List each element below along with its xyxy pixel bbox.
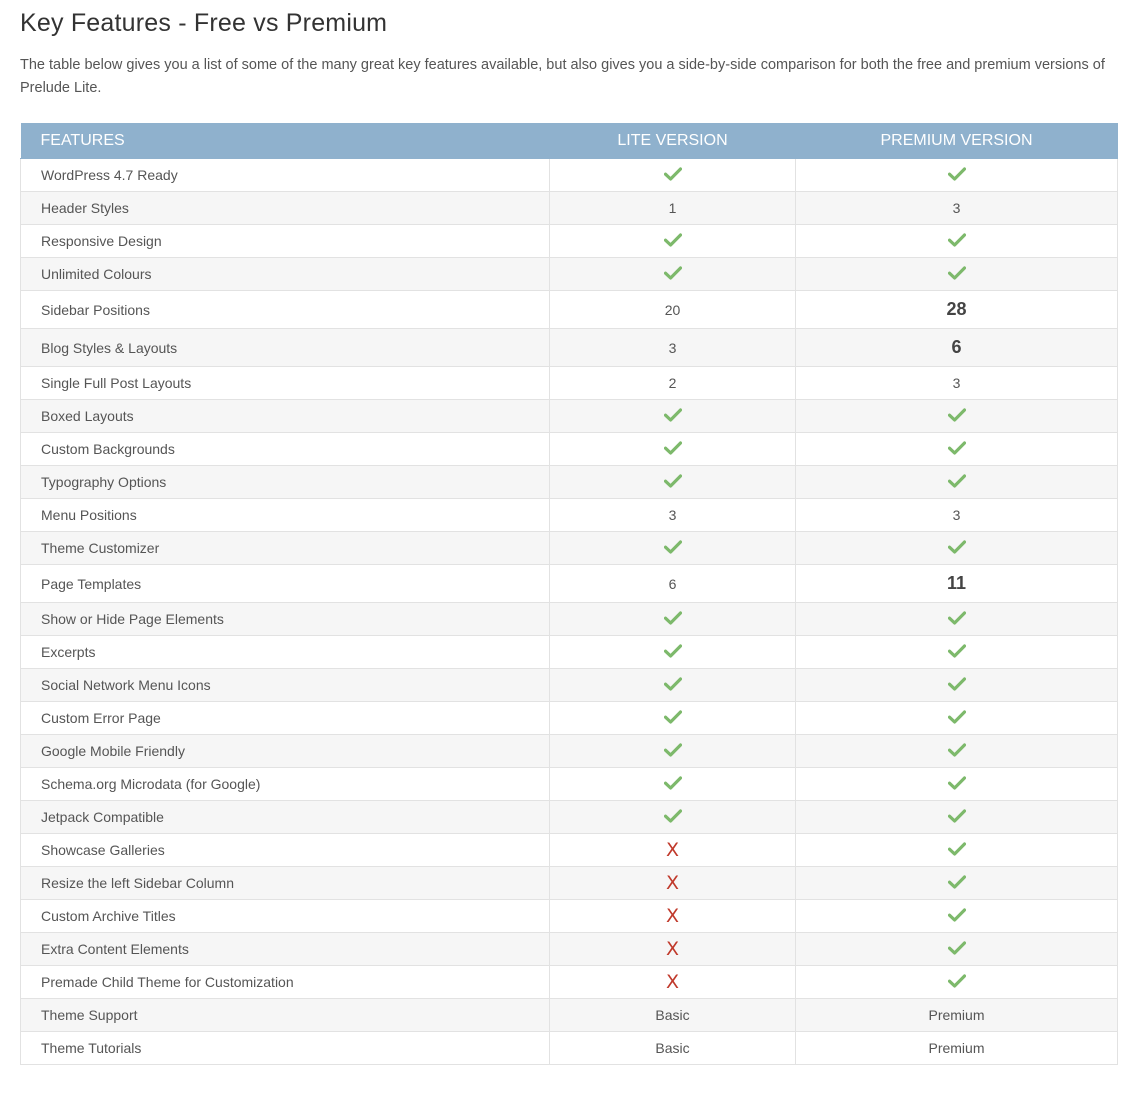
cross-icon: X [665, 839, 680, 861]
feature-name: Custom Backgrounds [21, 433, 550, 466]
feature-name: Resize the left Sidebar Column [21, 867, 550, 900]
table-row [21, 367, 1118, 400]
table-row [21, 900, 1118, 933]
check-icon [948, 266, 966, 283]
table-row [21, 433, 1118, 466]
feature-name: Unlimited Colours [21, 258, 550, 291]
feature-name: Custom Archive Titles [21, 900, 550, 933]
table-body [21, 159, 1118, 1065]
lite-value [550, 1032, 796, 1065]
table-row [21, 867, 1118, 900]
cell-text: Basic [655, 1040, 690, 1056]
header-lite-version: LITE VERSION [550, 123, 796, 159]
check-icon [948, 908, 966, 925]
lite-value [550, 258, 796, 291]
feature-name: Theme Tutorials [21, 1032, 550, 1065]
feature-name: Excerpts [21, 636, 550, 669]
cell-text: 6 [668, 575, 677, 592]
cell-text: Premium [928, 1040, 985, 1056]
cell-text: 3 [668, 507, 677, 523]
premium-value [796, 999, 1118, 1032]
table-row [21, 258, 1118, 291]
lite-value [550, 532, 796, 565]
header-features: FEATURES [21, 123, 550, 159]
check-icon [664, 644, 682, 661]
table-row [21, 1032, 1118, 1065]
feature-name: Boxed Layouts [21, 400, 550, 433]
lite-value [550, 291, 796, 329]
lite-value [550, 329, 796, 367]
cell-text: 20 [664, 301, 681, 318]
premium-value [796, 329, 1118, 367]
check-icon [664, 266, 682, 283]
table-row [21, 768, 1118, 801]
table-row [21, 329, 1118, 367]
table-row [21, 565, 1118, 603]
lite-value [550, 603, 796, 636]
check-icon [664, 677, 682, 694]
lite-value [550, 801, 796, 834]
lite-value [550, 999, 796, 1032]
feature-name: Page Templates [21, 565, 550, 603]
table-row [21, 834, 1118, 867]
feature-name: Social Network Menu Icons [21, 669, 550, 702]
premium-value [796, 258, 1118, 291]
cell-text: 11 [946, 573, 967, 593]
premium-value [796, 225, 1118, 258]
table-row [21, 603, 1118, 636]
lite-value [550, 768, 796, 801]
cell-text: 6 [951, 337, 962, 357]
feature-name: Premade Child Theme for Customization [21, 966, 550, 999]
premium-value [796, 532, 1118, 565]
lite-value [550, 159, 796, 192]
table-row [21, 999, 1118, 1032]
check-icon [664, 809, 682, 826]
check-icon [948, 540, 966, 557]
cross-icon: X [665, 872, 680, 894]
lite-value [550, 966, 796, 999]
lite-value [550, 834, 796, 867]
check-icon [664, 776, 682, 793]
lite-value [550, 735, 796, 768]
feature-name: WordPress 4.7 Ready [21, 159, 550, 192]
cross-icon: X [665, 971, 680, 993]
check-icon [948, 875, 966, 892]
check-icon [664, 167, 682, 184]
cell-text: 3 [952, 507, 961, 523]
table-row [21, 466, 1118, 499]
check-icon [948, 941, 966, 958]
feature-name: Custom Error Page [21, 702, 550, 735]
lite-value [550, 192, 796, 225]
feature-name: Single Full Post Layouts [21, 367, 550, 400]
table-row [21, 933, 1118, 966]
check-icon [664, 710, 682, 727]
table-header-row [21, 123, 1118, 159]
premium-value [796, 433, 1118, 466]
premium-value [796, 499, 1118, 532]
feature-name: Typography Options [21, 466, 550, 499]
cell-text: Premium [928, 1007, 985, 1023]
premium-value [796, 367, 1118, 400]
feature-name: Theme Customizer [21, 532, 550, 565]
feature-name: Showcase Galleries [21, 834, 550, 867]
premium-value [796, 291, 1118, 329]
check-icon [948, 974, 966, 991]
cell-text: 1 [668, 200, 677, 216]
table-row [21, 291, 1118, 329]
feature-name: Extra Content Elements [21, 933, 550, 966]
page-title: Key Features - Free vs Premium [20, 9, 388, 37]
check-icon [664, 743, 682, 760]
feature-name: Sidebar Positions [21, 291, 550, 329]
lite-value [550, 499, 796, 532]
comparison-table [20, 123, 1118, 1065]
lite-value [550, 933, 796, 966]
check-icon [948, 611, 966, 628]
feature-name: Show or Hide Page Elements [21, 603, 550, 636]
cell-text: 3 [952, 375, 961, 391]
table-row [21, 801, 1118, 834]
lite-value [550, 400, 796, 433]
premium-value [796, 735, 1118, 768]
premium-value [796, 702, 1118, 735]
cell-text: 28 [946, 299, 967, 319]
table-row [21, 532, 1118, 565]
check-icon [664, 611, 682, 628]
feature-name: Menu Positions [21, 499, 550, 532]
check-icon [948, 233, 966, 250]
check-icon [948, 710, 966, 727]
table-row [21, 735, 1118, 768]
lite-value [550, 565, 796, 603]
lite-value [550, 367, 796, 400]
table-row [21, 159, 1118, 192]
check-icon [948, 644, 966, 661]
cell-text: 3 [668, 339, 677, 356]
premium-value [796, 900, 1118, 933]
check-icon [948, 677, 966, 694]
premium-value [796, 636, 1118, 669]
premium-value [796, 400, 1118, 433]
check-icon [664, 474, 682, 491]
check-icon [664, 408, 682, 425]
check-icon [948, 474, 966, 491]
premium-value [796, 933, 1118, 966]
table-row [21, 966, 1118, 999]
feature-name: Schema.org Microdata (for Google) [21, 768, 550, 801]
feature-name: Header Styles [21, 192, 550, 225]
lite-value [550, 867, 796, 900]
feature-name: Jetpack Compatible [21, 801, 550, 834]
page-content [20, 0, 1117, 1056]
check-icon [664, 233, 682, 250]
check-icon [948, 408, 966, 425]
lite-value [550, 900, 796, 933]
cross-icon: X [665, 905, 680, 927]
premium-value [796, 1032, 1118, 1065]
premium-value [796, 603, 1118, 636]
table-row [21, 636, 1118, 669]
feature-name: Responsive Design [21, 225, 550, 258]
cell-text: Basic [655, 1007, 690, 1023]
feature-name: Google Mobile Friendly [21, 735, 550, 768]
lite-value [550, 636, 796, 669]
intro-paragraph: The table below gives you a list of some of the many great key features available, but also gives you a side-by-side comparison for both the free and premium versions of Prelude Lite. [20, 57, 1105, 96]
table-row [21, 225, 1118, 258]
check-icon [948, 842, 966, 859]
premium-value [796, 192, 1118, 225]
table-row [21, 669, 1118, 702]
check-icon [948, 441, 966, 458]
premium-value [796, 801, 1118, 834]
premium-value [796, 867, 1118, 900]
table-row [21, 400, 1118, 433]
feature-name: Theme Support [21, 999, 550, 1032]
header-premium-version: PREMIUM VERSION [796, 123, 1118, 159]
table-row [21, 192, 1118, 225]
check-icon [948, 809, 966, 826]
check-icon [664, 540, 682, 557]
premium-value [796, 565, 1118, 603]
lite-value [550, 702, 796, 735]
cell-text: 3 [952, 200, 961, 216]
premium-value [796, 768, 1118, 801]
cross-icon: X [665, 938, 680, 960]
lite-value [550, 433, 796, 466]
lite-value [550, 466, 796, 499]
cell-text: 2 [668, 375, 677, 391]
premium-value [796, 669, 1118, 702]
premium-value [796, 966, 1118, 999]
feature-name: Blog Styles & Layouts [21, 329, 550, 367]
check-icon [948, 167, 966, 184]
premium-value [796, 834, 1118, 867]
premium-value [796, 466, 1118, 499]
lite-value [550, 669, 796, 702]
table-row [21, 499, 1118, 532]
check-icon [948, 776, 966, 793]
table-row [21, 702, 1118, 735]
lite-value [550, 225, 796, 258]
premium-value [796, 159, 1118, 192]
check-icon [948, 743, 966, 760]
check-icon [664, 441, 682, 458]
